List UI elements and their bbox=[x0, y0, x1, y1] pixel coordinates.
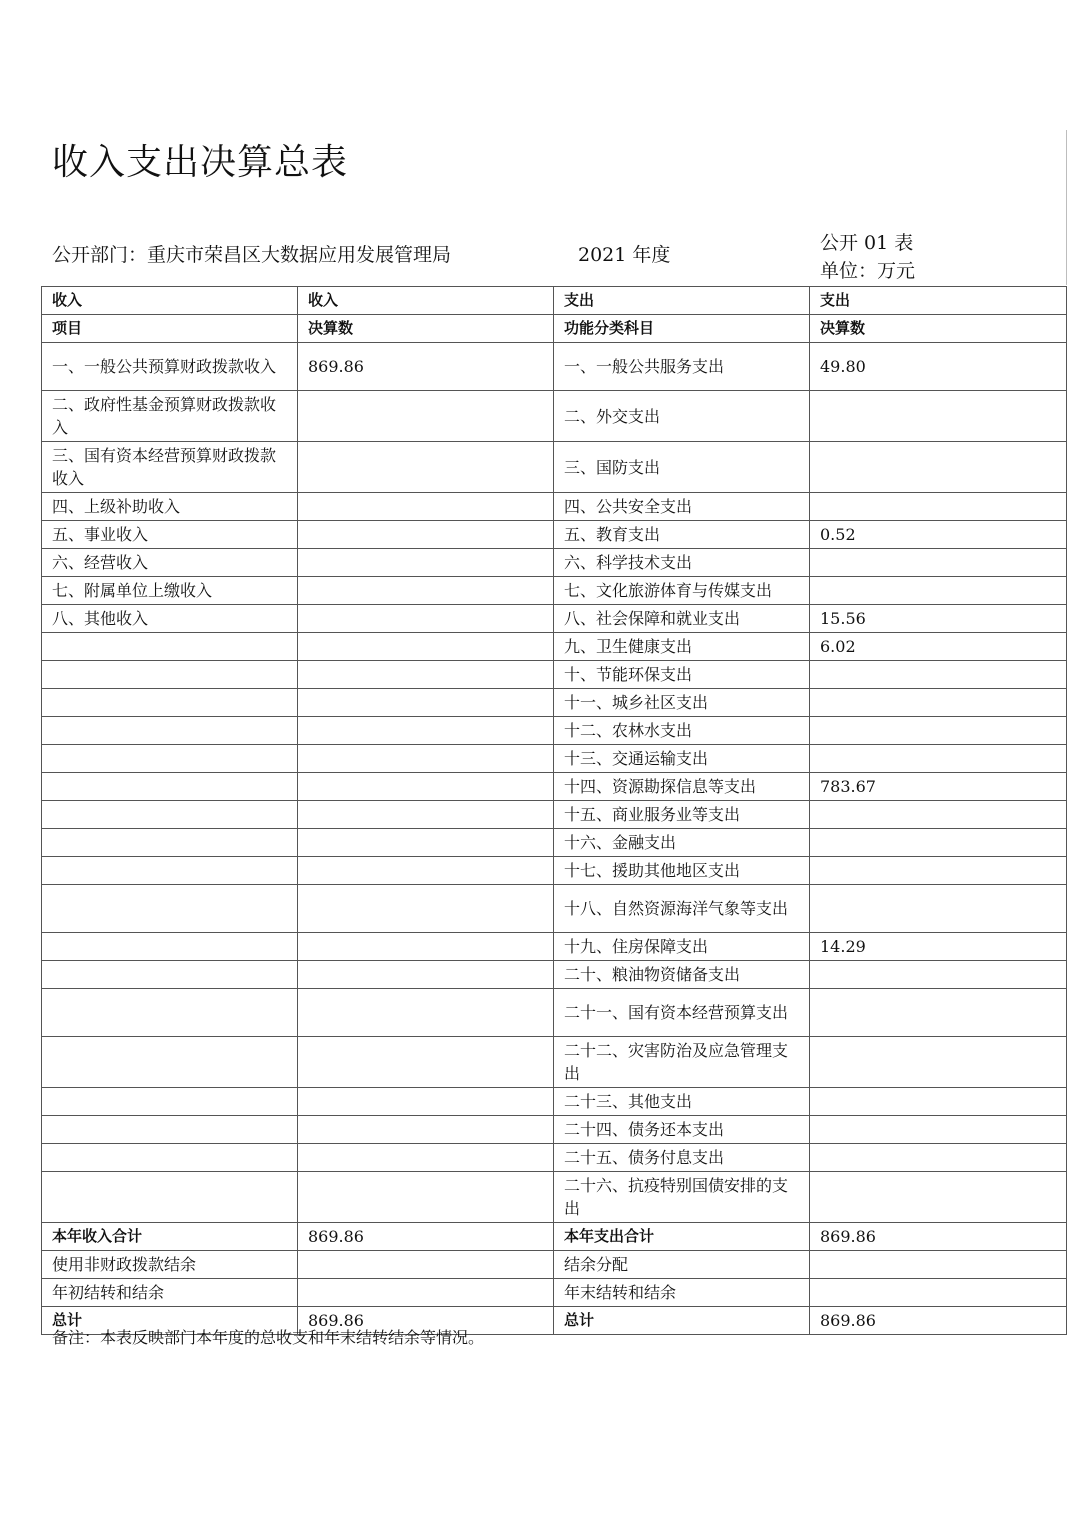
income-item bbox=[42, 933, 298, 961]
header-cell: 项目 bbox=[42, 315, 298, 343]
footnote: 备注：本表反映部门本年度的总收支和年末结转结余等情况。 bbox=[52, 1328, 485, 1347]
income-amount bbox=[298, 1116, 554, 1144]
income-amount bbox=[298, 1144, 554, 1172]
expense-amount bbox=[810, 442, 1067, 493]
income-total-amount: 869.86 bbox=[298, 1223, 554, 1251]
income-item bbox=[42, 885, 298, 933]
income-amount bbox=[298, 801, 554, 829]
expense-amount bbox=[810, 857, 1067, 885]
table-row bbox=[42, 1251, 1067, 1279]
expense-item: 十八、自然资源海洋气象等支出 bbox=[554, 885, 810, 933]
expense-amount bbox=[810, 989, 1067, 1037]
expense-item: 十五、商业服务业等支出 bbox=[554, 801, 810, 829]
table-row bbox=[42, 493, 1067, 521]
table-row bbox=[42, 1279, 1067, 1307]
expense-item: 一、一般公共服务支出 bbox=[554, 343, 810, 391]
table-row bbox=[42, 689, 1067, 717]
income-amount bbox=[298, 1088, 554, 1116]
expense-item: 二十一、国有资本经营预算支出 bbox=[554, 989, 810, 1037]
table-row bbox=[42, 633, 1067, 661]
table-row bbox=[42, 829, 1067, 857]
income-amount bbox=[298, 605, 554, 633]
total-row bbox=[42, 1223, 1067, 1251]
grand-total-expense: 869.86 bbox=[810, 1307, 1067, 1335]
expense-amount bbox=[810, 801, 1067, 829]
table-row bbox=[42, 961, 1067, 989]
table-row bbox=[42, 773, 1067, 801]
income-item bbox=[42, 661, 298, 689]
income-amount bbox=[298, 442, 554, 493]
table-row bbox=[42, 343, 1067, 391]
expense-item: 十、节能环保支出 bbox=[554, 661, 810, 689]
expense-item: 二十四、债务还本支出 bbox=[554, 1116, 810, 1144]
income-item bbox=[42, 689, 298, 717]
table-row bbox=[42, 1144, 1067, 1172]
expense-item: 八、社会保障和就业支出 bbox=[554, 605, 810, 633]
income-item bbox=[42, 1037, 298, 1088]
expense-amount bbox=[810, 717, 1067, 745]
expense-amount bbox=[810, 885, 1067, 933]
table-row bbox=[42, 1037, 1067, 1088]
expense-item: 年末结转和结余 bbox=[554, 1279, 810, 1307]
expense-item: 二十、粮油物资储备支出 bbox=[554, 961, 810, 989]
income-item bbox=[42, 1088, 298, 1116]
expense-amount: 0.52 bbox=[810, 521, 1067, 549]
header-cell: 决算数 bbox=[810, 315, 1067, 343]
expense-item: 四、公共安全支出 bbox=[554, 493, 810, 521]
income-item: 三、国有资本经营预算财政拨款收入 bbox=[42, 442, 298, 493]
expense-item: 十九、住房保障支出 bbox=[554, 933, 810, 961]
expense-total-amount: 869.86 bbox=[810, 1223, 1067, 1251]
expense-item: 三、国防支出 bbox=[554, 442, 810, 493]
expense-amount bbox=[810, 1279, 1067, 1307]
income-item bbox=[42, 1144, 298, 1172]
grand-total-label: 总计 bbox=[554, 1307, 810, 1335]
income-item bbox=[42, 1116, 298, 1144]
department-label: 公开部门：重庆市荣昌区大数据应用发展管理局 bbox=[52, 244, 452, 266]
expense-item: 十二、农林水支出 bbox=[554, 717, 810, 745]
header-row bbox=[42, 287, 1067, 315]
header-cell: 决算数 bbox=[298, 315, 554, 343]
income-item: 八、其他收入 bbox=[42, 605, 298, 633]
expense-item: 结余分配 bbox=[554, 1251, 810, 1279]
expense-item: 二十二、灾害防治及应急管理支出 bbox=[554, 1037, 810, 1088]
expense-amount bbox=[810, 689, 1067, 717]
expense-item: 二、外交支出 bbox=[554, 391, 810, 442]
table-row bbox=[42, 1116, 1067, 1144]
table-row bbox=[42, 989, 1067, 1037]
table-code-label: 公开 01 表 bbox=[820, 232, 914, 254]
expense-amount bbox=[810, 1088, 1067, 1116]
expense-amount bbox=[810, 745, 1067, 773]
header-cell: 支出 bbox=[554, 287, 810, 315]
income-amount bbox=[298, 1251, 554, 1279]
income-item: 五、事业收入 bbox=[42, 521, 298, 549]
expense-item: 九、卫生健康支出 bbox=[554, 633, 810, 661]
income-item bbox=[42, 989, 298, 1037]
expense-item: 二十三、其他支出 bbox=[554, 1088, 810, 1116]
table-row bbox=[42, 605, 1067, 633]
expense-item: 五、教育支出 bbox=[554, 521, 810, 549]
income-item: 二、政府性基金预算财政拨款收入 bbox=[42, 391, 298, 442]
expense-amount: 6.02 bbox=[810, 633, 1067, 661]
income-item: 一、一般公共预算财政拨款收入 bbox=[42, 343, 298, 391]
income-amount: 869.86 bbox=[298, 343, 554, 391]
income-amount bbox=[298, 661, 554, 689]
income-amount bbox=[298, 773, 554, 801]
expense-amount: 15.56 bbox=[810, 605, 1067, 633]
grand-total-label: 总计 bbox=[42, 1307, 298, 1335]
income-item bbox=[42, 961, 298, 989]
expense-amount bbox=[810, 829, 1067, 857]
income-item bbox=[42, 1172, 298, 1223]
expense-amount bbox=[810, 577, 1067, 605]
income-item bbox=[42, 801, 298, 829]
income-amount bbox=[298, 745, 554, 773]
expense-amount bbox=[810, 549, 1067, 577]
header-cell: 功能分类科目 bbox=[554, 315, 810, 343]
income-amount bbox=[298, 885, 554, 933]
table-row bbox=[42, 521, 1067, 549]
expense-amount bbox=[810, 661, 1067, 689]
expense-item: 十七、援助其他地区支出 bbox=[554, 857, 810, 885]
income-amount bbox=[298, 829, 554, 857]
expense-item: 十一、城乡社区支出 bbox=[554, 689, 810, 717]
income-amount bbox=[298, 577, 554, 605]
expense-amount bbox=[810, 493, 1067, 521]
year-label: 2021 年度 bbox=[578, 244, 671, 266]
expense-amount bbox=[810, 961, 1067, 989]
income-amount bbox=[298, 633, 554, 661]
header-cell: 收入 bbox=[298, 287, 554, 315]
expense-amount bbox=[810, 391, 1067, 442]
expense-item: 七、文化旅游体育与传媒支出 bbox=[554, 577, 810, 605]
income-amount bbox=[298, 391, 554, 442]
expense-amount: 783.67 bbox=[810, 773, 1067, 801]
expense-item: 十四、资源勘探信息等支出 bbox=[554, 773, 810, 801]
expense-total-label: 本年支出合计 bbox=[554, 1223, 810, 1251]
income-amount bbox=[298, 1037, 554, 1088]
income-item: 四、上级补助收入 bbox=[42, 493, 298, 521]
table-row bbox=[42, 801, 1067, 829]
expense-item: 二十六、抗疫特别国债安排的支出 bbox=[554, 1172, 810, 1223]
income-amount bbox=[298, 933, 554, 961]
income-item bbox=[42, 745, 298, 773]
income-amount bbox=[298, 1279, 554, 1307]
unit-label: 单位：万元 bbox=[820, 260, 916, 282]
income-item: 七、附属单位上缴收入 bbox=[42, 577, 298, 605]
income-item bbox=[42, 717, 298, 745]
expense-amount bbox=[810, 1251, 1067, 1279]
expense-amount bbox=[810, 1144, 1067, 1172]
income-item bbox=[42, 633, 298, 661]
income-item bbox=[42, 857, 298, 885]
income-amount bbox=[298, 989, 554, 1037]
header-cell: 支出 bbox=[810, 287, 1067, 315]
income-amount bbox=[298, 961, 554, 989]
page-title: 收入支出决算总表 bbox=[52, 142, 349, 183]
table-row bbox=[42, 391, 1067, 442]
expense-amount bbox=[810, 1037, 1067, 1088]
income-amount bbox=[298, 521, 554, 549]
income-item: 使用非财政拨款结余 bbox=[42, 1251, 298, 1279]
table-row bbox=[42, 661, 1067, 689]
expense-item: 二十五、债务付息支出 bbox=[554, 1144, 810, 1172]
header-row bbox=[42, 315, 1067, 343]
income-item bbox=[42, 829, 298, 857]
expense-amount bbox=[810, 1172, 1067, 1223]
table-row bbox=[42, 1088, 1067, 1116]
income-amount bbox=[298, 717, 554, 745]
income-amount bbox=[298, 1172, 554, 1223]
income-amount bbox=[298, 689, 554, 717]
table-row bbox=[42, 933, 1067, 961]
expense-amount bbox=[810, 1116, 1067, 1144]
grand-total-income: 869.86 bbox=[298, 1307, 554, 1335]
expense-item: 十三、交通运输支出 bbox=[554, 745, 810, 773]
expense-amount: 14.29 bbox=[810, 933, 1067, 961]
table-row bbox=[42, 1172, 1067, 1223]
expense-item: 十六、金融支出 bbox=[554, 829, 810, 857]
table-row bbox=[42, 885, 1067, 933]
income-item: 年初结转和结余 bbox=[42, 1279, 298, 1307]
income-amount bbox=[298, 857, 554, 885]
table-row bbox=[42, 857, 1067, 885]
table-row bbox=[42, 442, 1067, 493]
income-item bbox=[42, 773, 298, 801]
income-amount bbox=[298, 493, 554, 521]
table-row bbox=[42, 577, 1067, 605]
income-total-label: 本年收入合计 bbox=[42, 1223, 298, 1251]
table-row bbox=[42, 549, 1067, 577]
income-amount bbox=[298, 549, 554, 577]
page-edge-line bbox=[1066, 130, 1067, 285]
income-item: 六、经营收入 bbox=[42, 549, 298, 577]
final-accounts-table bbox=[41, 286, 1067, 1335]
header-cell: 收入 bbox=[42, 287, 298, 315]
table-row bbox=[42, 745, 1067, 773]
expense-amount: 49.80 bbox=[810, 343, 1067, 391]
table-row bbox=[42, 717, 1067, 745]
expense-item: 六、科学技术支出 bbox=[554, 549, 810, 577]
